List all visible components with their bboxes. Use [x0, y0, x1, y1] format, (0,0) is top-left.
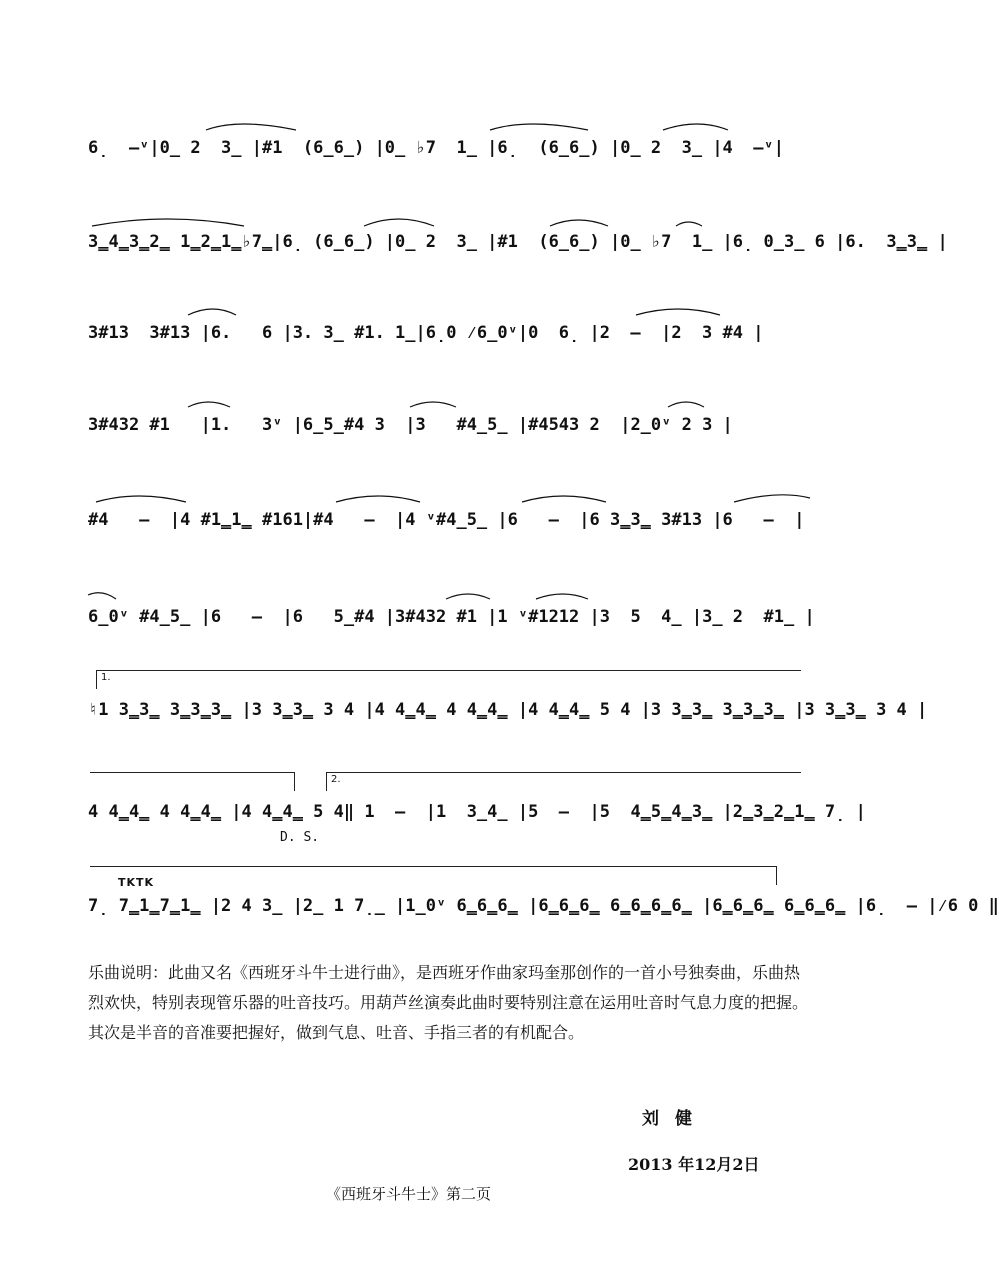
notation-text: 6̣ –ᵛ|0̲ 2 3̲ |#1 (6̲6̲) |0̲ ♭7 1̲ |6̣ (6̲6̲) |0̲ 2 3̲ |4 –ᵛ|: [88, 138, 784, 158]
score-line-7: [88, 680, 928, 740]
notation-text: #4 – |4 #1̳1̳ #161|#4 – |4 ᵛ#4̲5̲ |6 – |6 3̳3̳ 3#13 |6 – |: [88, 510, 805, 530]
notation-text: ♮1 3̳3̳ 3̳3̳3̳ |3 3̳3̳ 3 4 |4 4̳4̳ 4 4̳4̳ |4 4̳4̳ 5 4 |3 3̳3̳ 3̳3̳3̳ |3 3̳3̳ 3 4 |: [88, 700, 928, 720]
score-line-5-slurs: [88, 490, 810, 550]
music-description: 乐曲说明：此曲又名《西班牙斗牛士进行曲》，是西班牙作曲家玛奎那创作的一首小号独奏曲，乐曲热烈欢快，特别表现管乐器的吐音技巧。用葫芦丝演奏此曲时要特别注意在运用吐音时气息力度的把握。其次是半音的音准要把握好，做到气息、吐音、手指三者的有机配合。: [88, 963, 809, 1042]
notation-text: 3#432 #1 |1. 3ᵛ |6̲5̲#4 3 |3 #4̲5̲ |#4543 2 |2̲0ᵛ 2 3 |: [88, 415, 733, 435]
notation-text: 6̲0ᵛ #4̲5̲ |6 – |6 5̲#4 |3#432 #1 |1 ᵛ#1212 |3 5 4̲ |3̲ 2 #1̲ |: [88, 607, 815, 627]
score-line-4: [88, 395, 810, 455]
author-name: 刘健: [642, 1109, 708, 1129]
score-line-8: [88, 782, 866, 842]
date: 2013 年12月2日: [628, 1155, 760, 1174]
score-line-2: [88, 212, 948, 272]
dal-segno-mark: D. S.: [280, 830, 320, 845]
score-line-6: [88, 587, 815, 647]
score-line-2-slurs: [88, 212, 948, 272]
notation-text: 4 4̳4̳ 4 4̳4̳ |4 4̳4̳ 5 4‖ 1 – |1 3̲4̲ |5 – |5 4̳5̳4̳3̳ |2̳3̳2̳1̳ 7̣ |: [88, 802, 866, 822]
volta-label-2: 2.: [331, 774, 341, 785]
score-line-4-slurs: [88, 395, 810, 455]
tonguing-mark: TKTK: [118, 876, 155, 889]
score-line-3-slurs: [88, 303, 810, 363]
notation-text: 3#13 3#13 |6. 6 |3. 3̲ #1. 1̲|6̣0 ⁄6̲0ᵛ|0 6̣ |2 – |2 3 #4 |: [88, 323, 764, 343]
score-line-6-slurs: [88, 587, 815, 647]
score-line-9: [88, 876, 999, 936]
page-footer: 《西班牙斗牛士》第二页: [326, 1185, 492, 1203]
score-line-1: [88, 118, 810, 178]
score-line-1-slurs: [88, 118, 810, 178]
score-line-3: [88, 303, 810, 363]
notation-text: 7̣ 7̳1̳7̳1̳ |2 4 3̲ |2̲ 1 7̣̲ |1̲0ᵛ 6̳6̳6̳ |6̳6̳6̳ 6̳6̳6̳6̳ |6̳6̳6̳ 6̳6̳6̳ |6̣ – |⁄6 0 ‖: [88, 896, 999, 916]
volta-label-1: 1.: [101, 672, 111, 683]
score-line-5: [88, 490, 810, 550]
notation-text: 3̳4̳3̳2̳ 1̳2̳1̳♭7̳|6̣ (6̲6̲) |0̲ 2 3̲ |#1 (6̲6̲) |0̲ ♭7 1̲ |6̣ 0̲3̲ 6 |6. 3̳3̳ |: [88, 232, 948, 252]
